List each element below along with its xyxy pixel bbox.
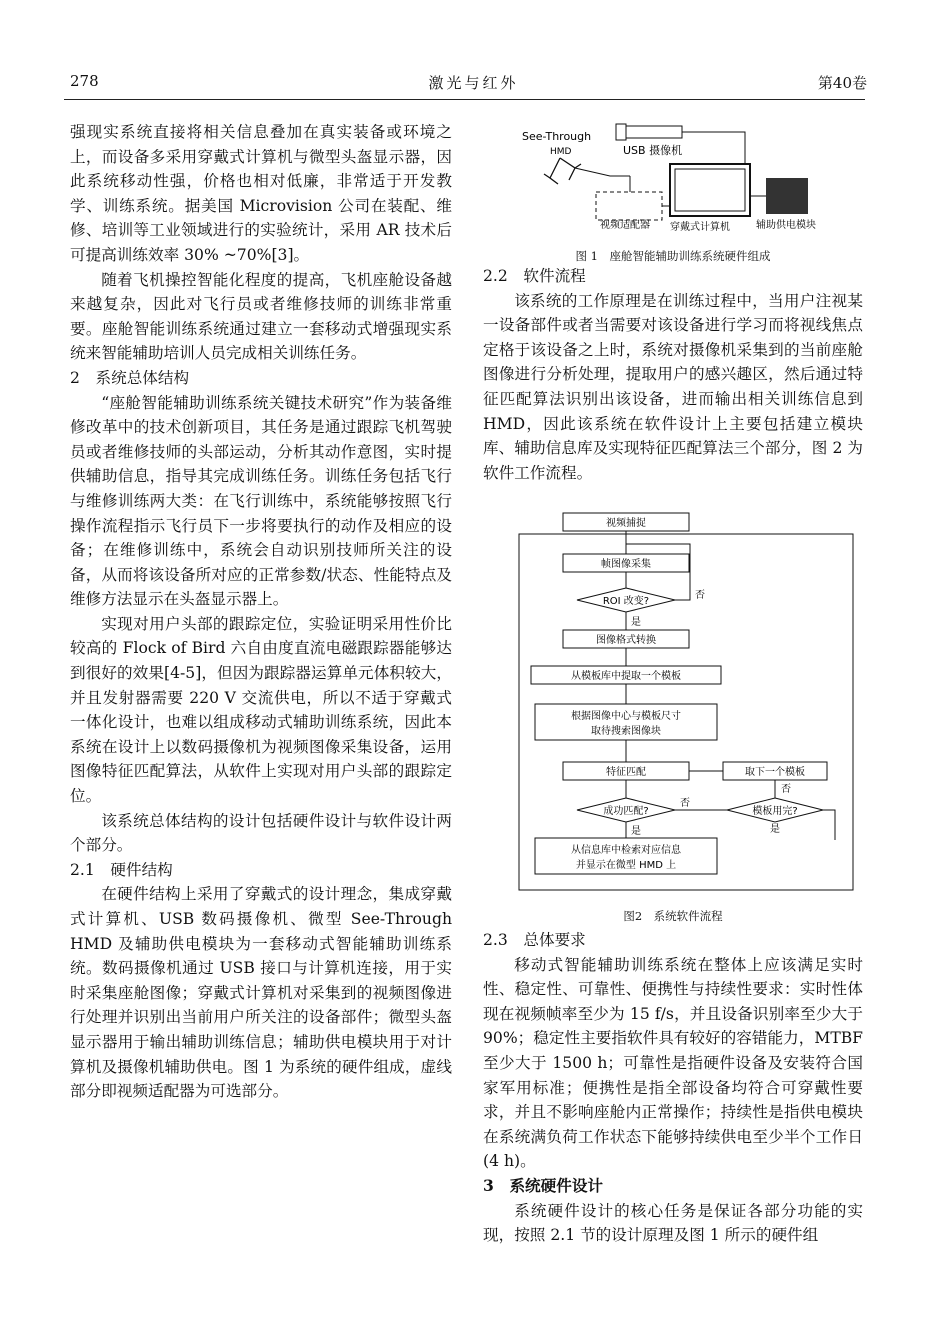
- svg-text:从模板库中提取一个模板: 从模板库中提取一个模板: [571, 671, 681, 682]
- section-heading: 2.1 硬件结构: [70, 860, 173, 879]
- fig1-wearable-pc-box: [670, 164, 750, 216]
- svg-text:是: 是: [631, 617, 641, 628]
- svg-text:成功匹配?: 成功匹配?: [603, 806, 649, 817]
- svg-text:否: 否: [781, 784, 791, 795]
- fig1-video-adapter-label: 视频适配器: [600, 220, 650, 231]
- svg-text:否: 否: [680, 798, 690, 809]
- svg-text:是: 是: [631, 826, 641, 837]
- fig1-camera-icon: [616, 124, 626, 140]
- fig1-video-adapter-box: [596, 192, 662, 220]
- paragraph: “座舱智能辅助训练系统关键技术研究”作为装备维修改革中的技术创新项目，其任务是通过跟踪飞机驾驶员或者维修技师的头部运动，分析其动作意图，实时提供辅助信息，指导其完成训练任务。训练任务包括飞行与维修训练两大类：在飞行训练中，系统能够按照飞行操作流程指示飞行员下一步将要执行的动作及相应的设备；在维修训练中，系统会自动识别技师所关注的设备，从而将该设备所对应的正常参数/状态、性能特点及维修方法显示在头盔显示器上。: [70, 393, 452, 609]
- section-heading: 2 系统总体结构: [70, 368, 190, 387]
- right-column-bottom: [483, 928, 863, 1248]
- section-heading: 3 系统硬件设计: [483, 1175, 604, 1195]
- fig1-wearable-pc-label: 穿戴式计算机: [670, 222, 730, 233]
- svg-text:取下一个模板: 取下一个模板: [745, 767, 805, 778]
- page-number: 278: [70, 72, 99, 90]
- svg-text:取待搜索图像块: 取待搜索图像块: [591, 726, 661, 737]
- paragraph: 系统硬件设计的核心任务是保证各部分功能的实现，按照 2.1 节的设计原理及图 1 所示的硬件组: [483, 1201, 863, 1245]
- paragraph: 随着飞机操控智能化程度的提高，飞机座舱设备越来越复杂，因此对飞行员或者维修技师的训练非常重要。座舱智能训练系统通过建立一套移动式增强现实系统来智能辅助培训人员完成相关训练任务。: [70, 270, 452, 363]
- svg-text:否: 否: [695, 590, 705, 601]
- svg-text:特征匹配: 特征匹配: [606, 767, 646, 778]
- fig1-usb-camera-label: USB 摄像机: [623, 144, 683, 157]
- paragraph: 强现实系统直接将相关信息叠加在真实装备或环境之上，而设备多采用穿戴式计算机与微型头盔显示器，因此系统移动性强，价格也相对低廉，非常适于开发教学、训练系统。据美国 Microvision 公司在装配、维修、培训等工业领域进行的实验统计，采用 AR 技术后可提高训练效率 30% ~70%[3]。: [70, 123, 452, 264]
- journal-title: 激光与红外: [428, 74, 519, 92]
- fig1-hmd-icon: [544, 158, 581, 184]
- paragraph: 实现对用户头部的跟踪定位，实验证明采用性价比较高的 Flock of Bird 六自由度直流电磁跟踪器能够达到很好的效果[4-5]，但因为跟踪器运算单元体积较大，并且发射器需要 220 V 交流供电，所以不适于穿戴式一体化设计，也难以组成移动式辅助训练系统，因此本系统在设计上以数码摄像机为视频图像采集设备，运用图像特征匹配算法，从软件上实现对用户头部的跟踪定位。: [70, 614, 452, 806]
- svg-text:根据图像中心与模板尺寸: 根据图像中心与模板尺寸: [571, 711, 681, 722]
- paragraph: 移动式智能辅助训练系统在整体上应该满足实时性、稳定性、可靠性、便携性与持续性要求：实时性体现在视频帧率至少为 15 f/s，并且设备识别率至少大于 90%；稳定性主要指软件具有较好的容错能力，MTBF 至少大于 1500 h；可靠性是指硬件设备及安装符合国家军用标准；便携性是指全部设备均符合可穿戴性要求，并且不影响座舱内正常操作；持续性是指供电模块在系统满负荷工作状态下能够持续供电至少半个工作日(4 h)。: [483, 955, 863, 1171]
- paragraph: 在硬件结构上采用了穿戴式的设计理念，集成穿戴式计算机、USB 数码摄像机、微型 See-Through HMD 及辅助供电模块为一套移动式智能辅助训练系统。数码摄像机通过 USB 接口与计算机连接，用于实时采集座舱图像；穿戴式计算机对采集到的视频图像进行处理并识别出当前用户所关注的设备部件；微型头盔显示器用于输出辅助训练信息；辅助供电模块用于对计算机及摄像机辅助供电。图 1 为系统的硬件组成，虚线部分即视频适配器为可选部分。: [70, 885, 452, 1101]
- header-rule: [64, 99, 865, 100]
- fig1-see-through-label: See-Through: [522, 130, 592, 143]
- svg-text:帧图像采集: 帧图像采集: [601, 559, 651, 570]
- right-column-top: [483, 264, 863, 485]
- paragraph: 该系统的工作原理是在训练过程中，当用户注视某一设备部件或者当需要对该设备进行学习而将视线焦点定格于该设备之上时，系统对摄像机采集到的当前座舱图像进行分析处理，提取用户的感兴趣区，然后通过特征匹配算法识别出该设备，进而输出相关训练信息到 HMD，因此该系统在软件设计上主要包括建立模块库、辅助信息库及实现特征匹配算法三个部分，图 2 为软件工作流程。: [483, 291, 863, 482]
- left-column: [70, 120, 452, 1104]
- svg-text:并显示在微型 HMD 上: 并显示在微型 HMD 上: [575, 860, 677, 871]
- section-heading: 2.3 总体要求: [483, 931, 586, 949]
- svg-text:ROI 改变?: ROI 改变?: [602, 596, 650, 607]
- fig1-power-module-box: [766, 178, 808, 214]
- section-heading: 2.2 软件流程: [483, 267, 586, 285]
- svg-text:模板用完?: 模板用完?: [752, 806, 798, 817]
- svg-text:图像格式转换: 图像格式转换: [596, 635, 656, 646]
- fig1-power-module-label: 辅助供电模块: [756, 220, 816, 231]
- figure-2-flowchart: [515, 510, 860, 895]
- paragraph: 该系统总体结构的设计包括硬件设计与软件设计两个部分。: [70, 811, 452, 855]
- figure-2-caption: 图2 系统软件流程: [623, 909, 723, 923]
- svg-text:从信息库中检索对应信息: 从信息库中检索对应信息: [571, 845, 681, 856]
- figure-1-caption: 图 1 座舱智能辅助训练系统硬件组成: [575, 249, 771, 263]
- fig1-hmd-label: HMD: [550, 147, 572, 157]
- svg-text:视频捕捉: 视频捕捉: [606, 518, 646, 529]
- figure-1-hardware-diagram: [520, 118, 860, 248]
- volume-label: 第40卷: [817, 74, 867, 92]
- svg-text:是: 是: [770, 824, 780, 835]
